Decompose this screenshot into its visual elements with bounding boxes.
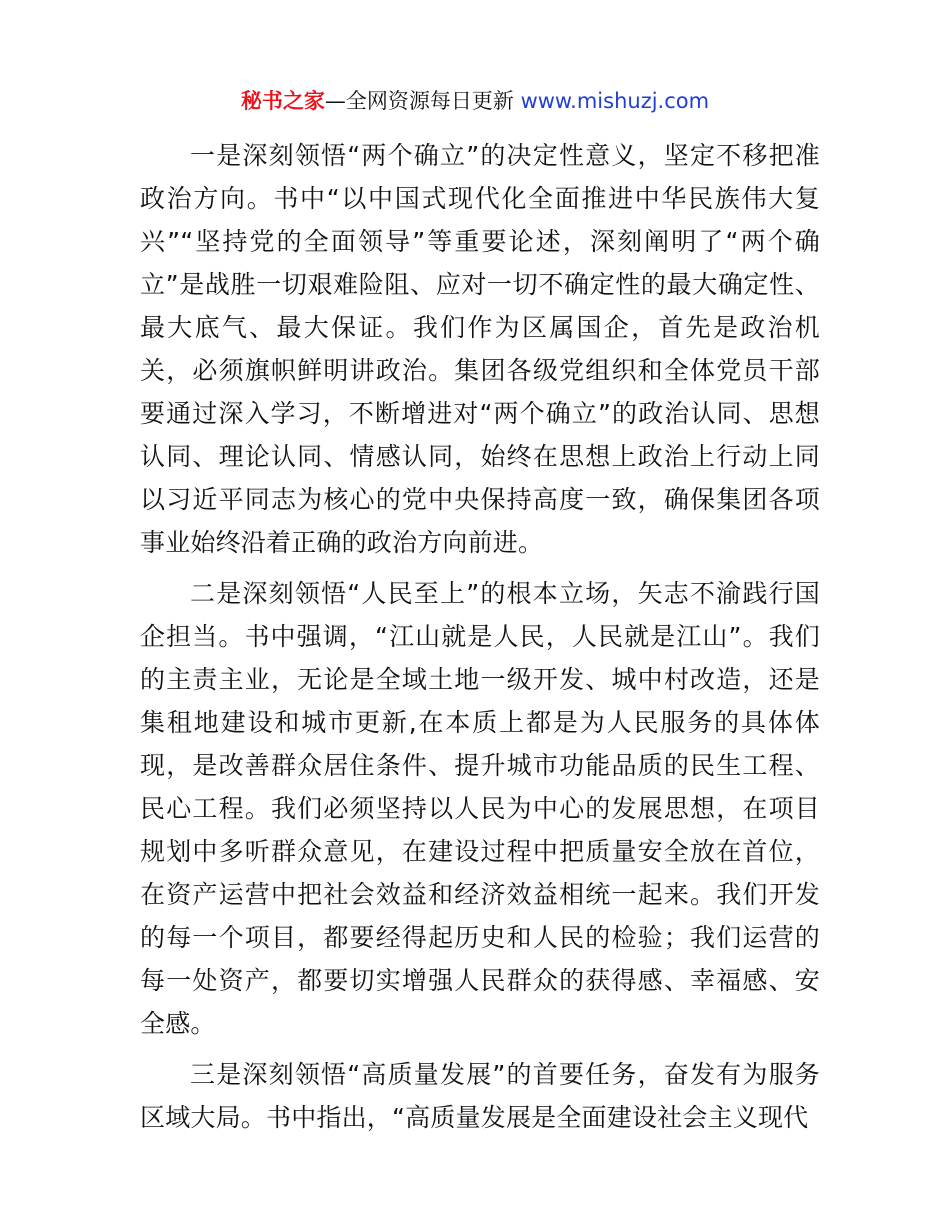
header-tagline: —全网资源每日更新: [324, 89, 521, 113]
brand-name: 秘书之家: [240, 89, 325, 113]
paragraph-1: 一是深刻领悟“两个确立”的决定性意义，坚定不移把准政治方向。书中“以中国式现代化全面推进中华民族伟大复兴”“坚持党的全面领导”等重要论述，深刻阐明了“两个确立”是战胜一切艰难险阻、应对一切不确定性的最大确定性、最大底气、最大保证。我们作为区属国企，首先是政治机关，必须旗帜鲜明讲政治。集团各级党组织和全体党员干部要通过深入学习，不断增进对“两个确立”的政治认同、思想认同、理论认同、情感认同，始终在思想上政治上行动上同以习近平同志为核心的党中央保持高度一致，确保集团各项事业始终沿着正确的政治方向前进。: [140, 141, 820, 557]
paragraph-2: 二是深刻领悟“人民至上”的根本立场，矢志不渝践行国企担当。书中强调，“江山就是人民，人民就是江山”。我们的主责主业，无论是全域土地一级开发、城中村改造，还是集租地建设和城市更新,在本质上都是为人民服务的具体体现，是改善群众居住条件、提升城市功能品质的民生工程、民心工程。我们必须坚持以人民为中心的发展思想，在项目规划中多听群众意见，在建设过程中把质量安全放在首位，在资产运营中把社会效益和经济效益相统一起来。我们开发的每一个项目，都要经得起历史和人民的检验；我们运营的每一处资产，都要切实增强人民群众的获得感、幸福感、安全感。: [140, 579, 820, 1038]
paragraph-3: 三是深刻领悟“高质量发展”的首要任务，奋发有为服务区域大局。书中指出，“高质量发展是全面建设社会主义现代: [140, 1060, 820, 1132]
document-body: [140, 134, 820, 1147]
site-header: [0, 86, 950, 116]
site-url-link[interactable]: www.mishuzj.com: [520, 89, 710, 113]
